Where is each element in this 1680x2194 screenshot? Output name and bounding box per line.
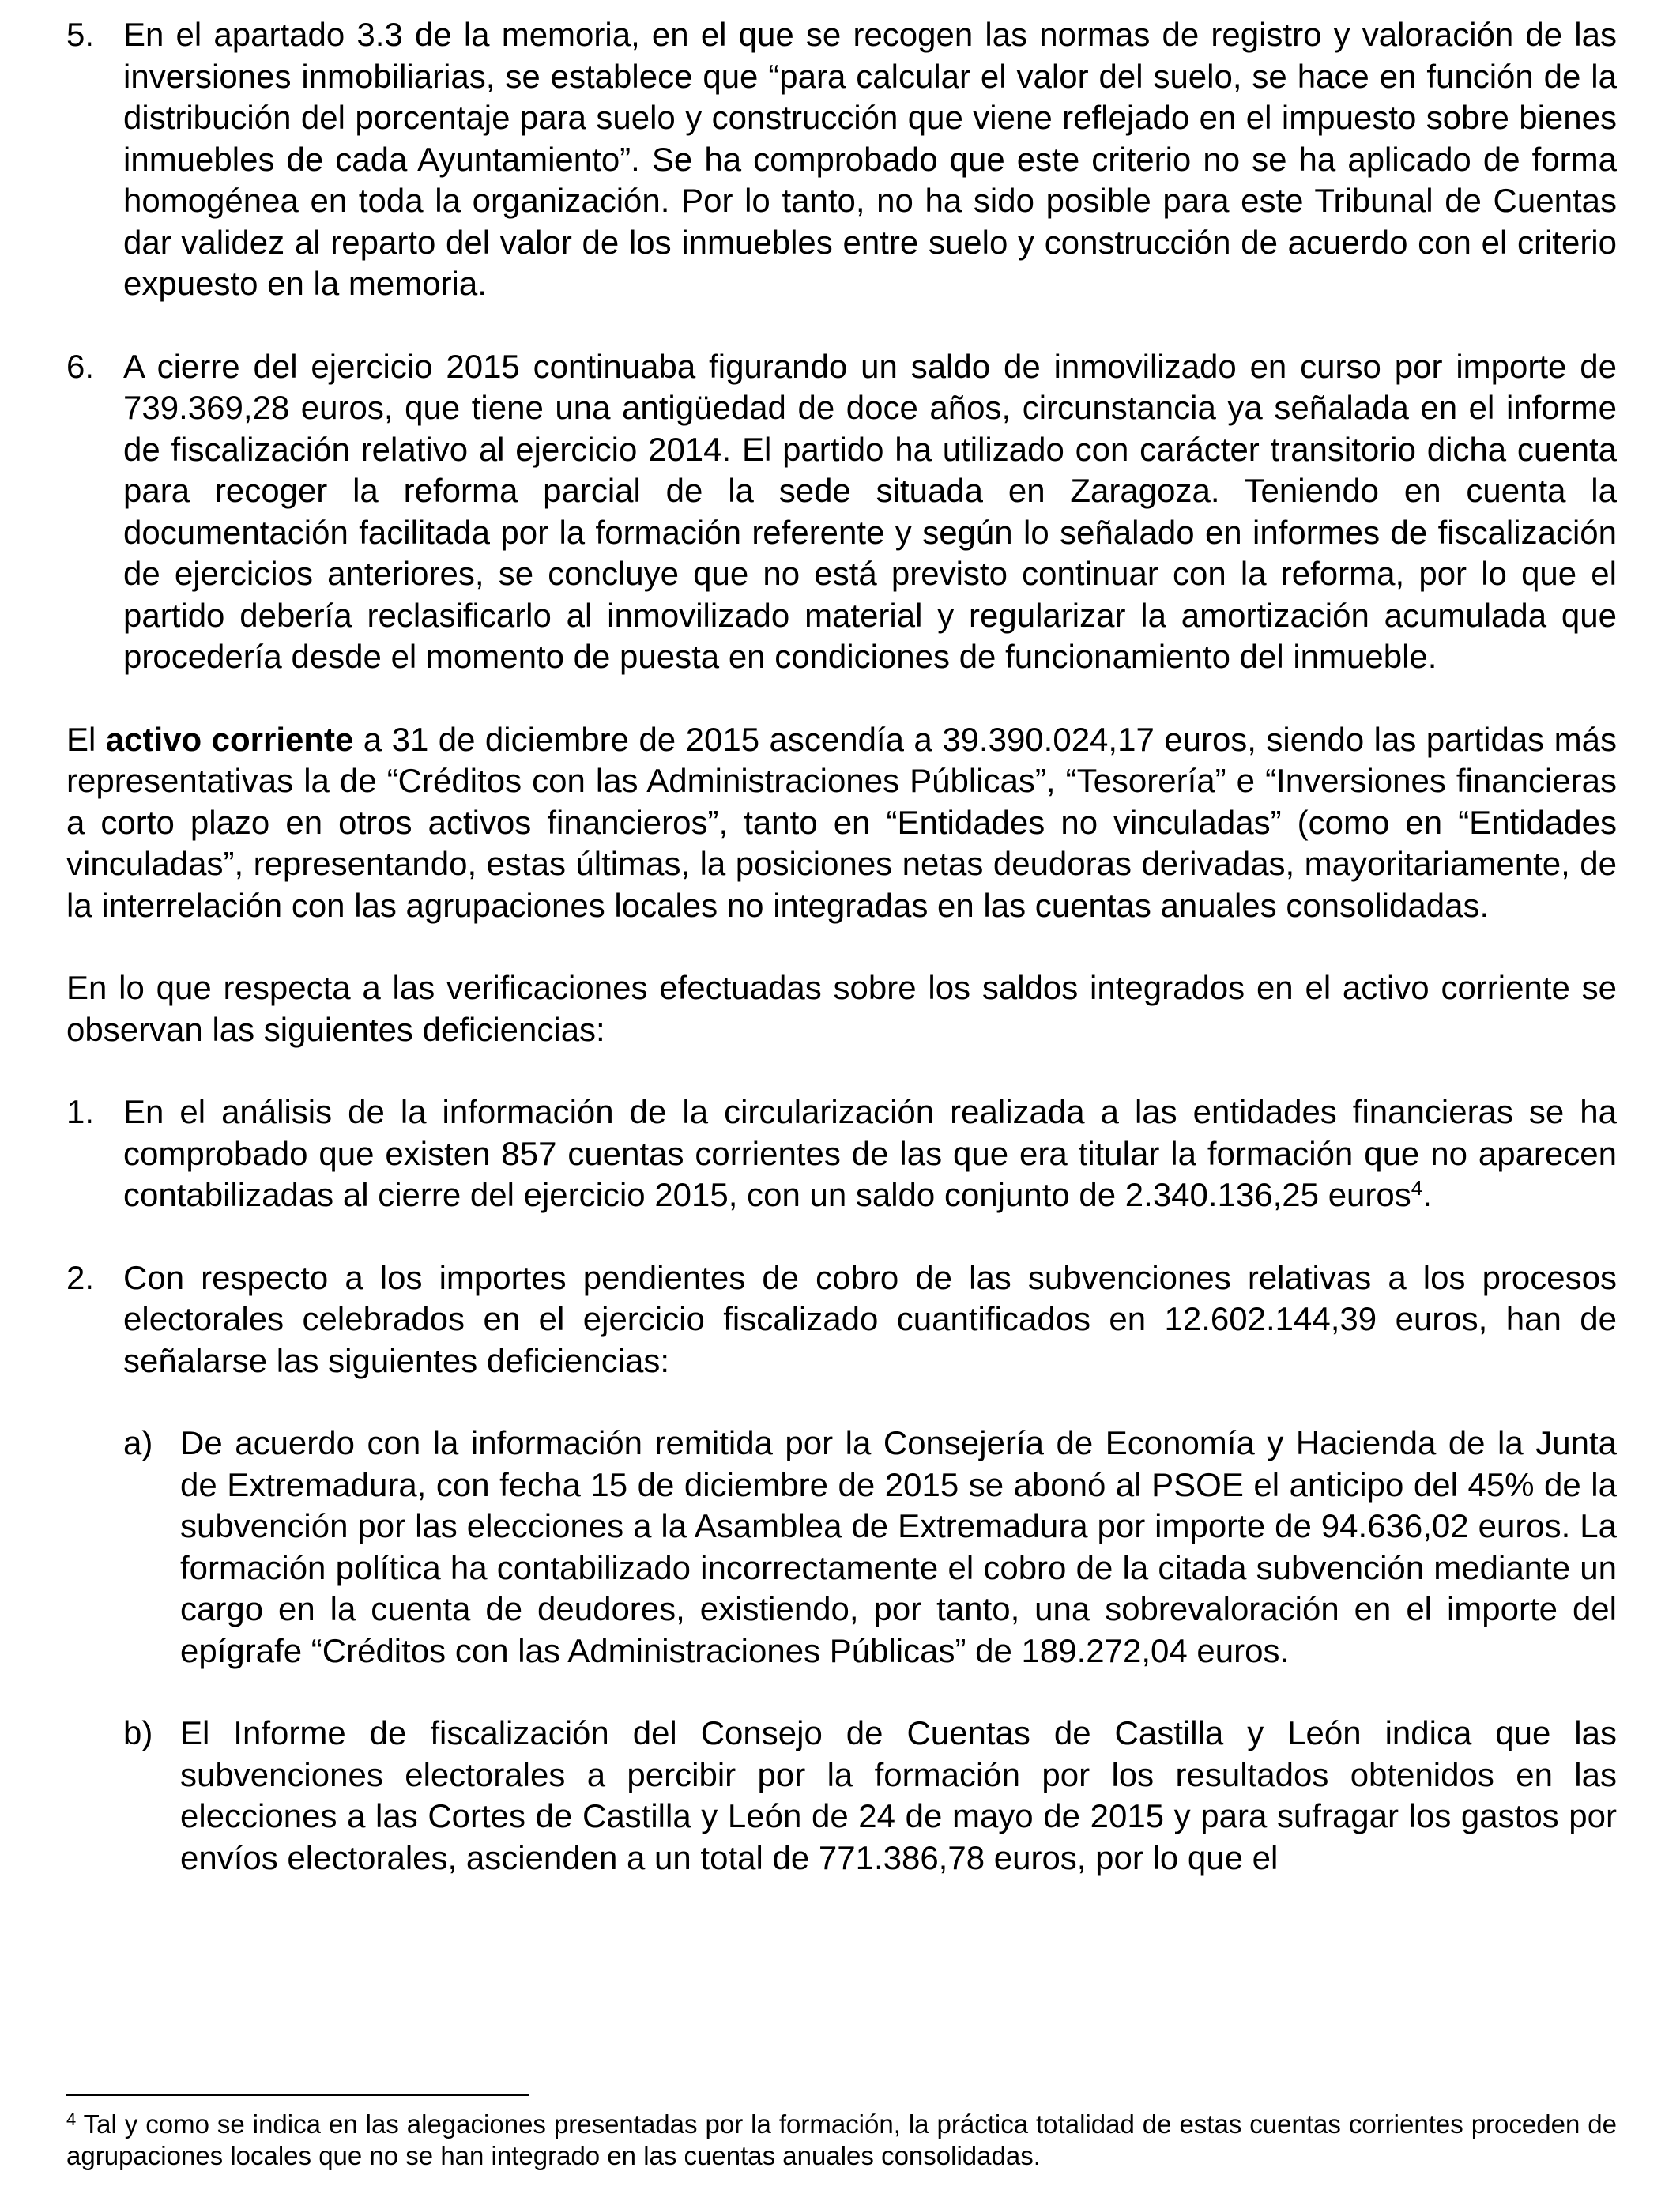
list-item-1 (66, 1091, 1617, 1216)
list-number: 5. (66, 16, 95, 53)
sub-item-text: El Informe de fiscalización del Consejo de Cuentas de Castilla y León indica que las subvenciones electorales a percibir por la formación por los resultados obtenidos en las elecciones a las Cortes de Castilla y León de 24 de mayo de 2015 y para sufragar los gastos por envíos electorales, ascienden a un total de 771.386,78 euros, por lo que el (180, 1714, 1617, 1876)
paragraph-text-pre: El (66, 720, 106, 758)
sub-item-b (123, 1713, 1617, 1879)
paragraph-text-post: a 31 de diciembre de 2015 ascendía a 39.390.024,17 euros, siendo las partidas más representativas la de “Créditos con las Administraciones Públicas”, “Tesorería” e “Inversiones financieras a corto plazo en otros activos financieros”, tanto en “Entidades no vinculadas” (como en “Entidades vinculadas”, representando, estas últimas, la posiciones netas deudoras derivadas, mayoritariamente, de la interrelación con las agrupaciones locales no integradas en las cuentas anuales consolidadas. (66, 720, 1617, 924)
footnote-text: Tal y como se indica en las alegaciones presentadas por la formación, la práctica totalidad de estas cuentas corrientes proceden de agrupaciones locales que no se han integrado en las cuentas anuales consolidadas. (66, 2109, 1617, 2170)
footnote (66, 2109, 1617, 2172)
paragraph-activo-corriente (66, 719, 1617, 927)
list-item-5 (66, 14, 1617, 305)
paragraph-verificaciones: En lo que respecta a las verificaciones efectuadas sobre los saldos integrados en el activo corriente se observan las siguientes deficiencias: (66, 969, 1617, 1048)
footnote-mark: 4 (66, 2109, 77, 2129)
list-item-text: A cierre del ejercicio 2015 continuaba figurando un saldo de inmovilizado en curso por importe de 739.369,28 euros, que tiene una antigüedad de doce años, circunstancia ya señalada en el informe de fiscalización relativo al ejercicio 2014. El partido ha utilizado con carácter transitorio dicha cuenta para recoger la reforma parcial de la sede situada en Zaragoza. Teniendo en cuenta la documentación facilitada por la formación referente y según lo señalado en informes de fiscalización de ejercicios anteriores, se concluye que no está previsto continuar con la reforma, por lo que el partido debería reclasificarlo al inmovilizado material y regularizar la amortización acumulada que procedería desde el momento de puesta en condiciones de funcionamiento del inmueble. (123, 347, 1617, 675)
list-item-text (123, 1091, 1617, 1216)
list-number: 2. (66, 1258, 95, 1296)
footnote-reference[interactable]: 4 (1411, 1176, 1423, 1200)
list-number: 6. (66, 347, 95, 385)
sub-item-letter: a) (123, 1424, 153, 1461)
list-item-text: Con respecto a los importes pendientes de cobro de las subvenciones relativas a los procesos electorales celebrados en el ejercicio fiscalizado cuantificados en 12.602.144,39 euros, han de señalarse las siguientes deficiencias: (123, 1258, 1617, 1379)
list-item-text: En el apartado 3.3 de la memoria, en el que se recogen las normas de registro y valoración de las inversiones inmobiliarias, se establece que “para calcular el valor del suelo, se hace en función de la distribución del porcentaje para suelo y construcción que viene reflejado en el impuesto sobre bienes inmuebles de cada Ayuntamiento”. Se ha comprobado que este criterio no se ha aplicado de forma homogénea en toda la organización. Por lo tanto, no ha sido posible para este Tribunal de Cuentas dar validez al reparto del valor de los inmuebles entre suelo y construcción de acuerdo con el criterio expuesto en la memoria. (123, 16, 1617, 302)
footnote-separator (66, 2094, 529, 2096)
paragraph-bold-term: activo corriente (105, 720, 354, 758)
sub-item-a (123, 1423, 1617, 1672)
list-item-end: . (1422, 1176, 1432, 1213)
sub-item-letter: b) (123, 1714, 153, 1751)
list-item-2 (66, 1257, 1617, 1382)
list-item-body: En el análisis de la información de la circularización realizada a las entidades financieras se ha comprobado que existen 857 cuentas corrientes de las que era titular la formación que no aparecen contabilizadas al cierre del ejercicio 2015, con un saldo conjunto de 2.340.136,25 euros (123, 1093, 1617, 1213)
list-number: 1. (66, 1093, 95, 1130)
document-body (66, 14, 1617, 1879)
list-item-6 (66, 346, 1617, 678)
sub-item-text: De acuerdo con la información remitida por la Consejería de Economía y Hacienda de la Junta de Extremadura, con fecha 15 de diciembre de 2015 se abonó al PSOE el anticipo del 45% de la subvención por las elecciones a la Asamblea de Extremadura por importe de 94.636,02 euros. La formación política ha contabilizado incorrectamente el cobro de la citada subvención mediante un cargo en la cuenta de deudores, existiendo, por tanto, una sobrevaloración en el importe del epígrafe “Créditos con las Administraciones Públicas” de 189.272,04 euros. (180, 1424, 1617, 1669)
